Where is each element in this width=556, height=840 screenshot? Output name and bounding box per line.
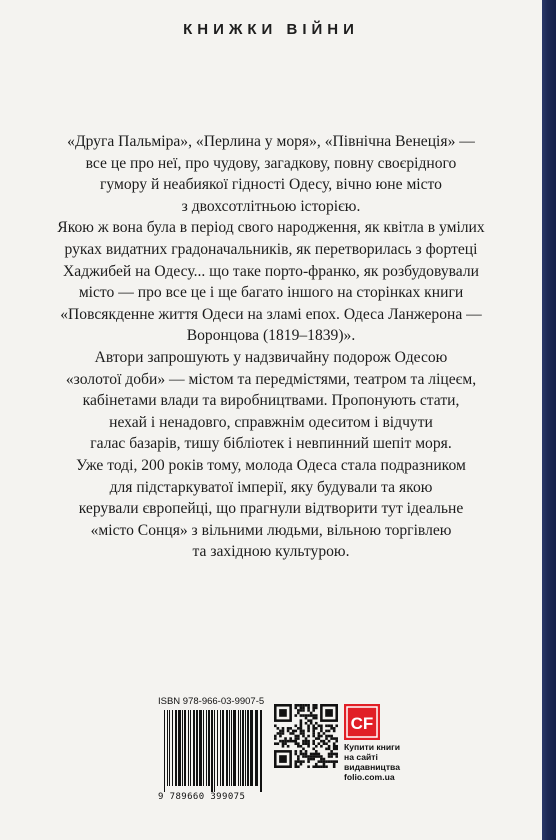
body-line: все це про неї, про чудову, загадкову, повну своєрідного bbox=[85, 154, 457, 172]
body-line: нехай і ненадовго, справжнім одеситом і відчути bbox=[109, 413, 433, 431]
body-line: керували європейці, що прагнули відтворити тут ідеальне bbox=[78, 500, 464, 518]
body-line: Якою ж вона була в період свого народження, як квітла в умілих bbox=[57, 219, 485, 237]
logo-text: CF bbox=[350, 714, 374, 733]
body-line: з двохсотлітньою історією. bbox=[181, 197, 361, 215]
body-line: Уже тоді, 200 років тому, молода Одеса стала подразником bbox=[76, 456, 466, 474]
body-line: кабінетами влади та виробництвами. Пропонують стати, bbox=[82, 392, 460, 410]
body-line: руках видатних градоначальників, як перетворилась з фортеці bbox=[64, 240, 478, 258]
body-line: «Повсякденне життя Одеси на зламі епох. Одеса Ланжерона — bbox=[60, 305, 482, 323]
body-line: галас базарів, тишу бібліотек і невпинний шепіт моря. bbox=[90, 435, 452, 453]
body-line: Автори запрошують у надзвичайну подорож Одесою bbox=[94, 348, 448, 366]
body-line: Воронцова (1819–1839)». bbox=[186, 327, 356, 345]
barcode-digits: 9 789660 399075 bbox=[158, 792, 246, 802]
body-line: для підстаркуватої імперії, яку будували та якою bbox=[109, 478, 433, 496]
body-line: гумору й неабиякої гідності Одесу, вічно юне місто bbox=[100, 176, 442, 194]
barcode-icon bbox=[158, 710, 266, 792]
body-line: «Друга Пальміра», «Перлина у моря», «Північна Венеція» — bbox=[67, 133, 475, 150]
promo-text bbox=[344, 742, 414, 782]
book-spine-edge bbox=[542, 0, 556, 840]
publisher-logo-icon bbox=[344, 704, 380, 740]
body-line: місто — про все це і ще багато іншого на сторінках книги bbox=[78, 284, 464, 302]
promo-url[interactable]: folio.com.ua bbox=[344, 772, 395, 782]
series-title: КНИЖКИ ВІЙНИ bbox=[183, 21, 359, 38]
annotation-text bbox=[0, 131, 542, 563]
promo-line: видавництва bbox=[344, 762, 400, 772]
body-line: «місто Сонця» з вільними людьми, вільною торгівлею bbox=[90, 521, 452, 539]
body-line: «золотої доби» — містом та передмістями, театром та ліцеєм, bbox=[65, 370, 477, 388]
qr-code-icon[interactable] bbox=[274, 704, 338, 768]
body-line: Хаджибей на Одесу... що таке порто-франко, як розбудовували bbox=[63, 262, 479, 280]
isbn-label: ISBN 978-966-03-9907-5 bbox=[158, 696, 265, 707]
promo-line: на сайті bbox=[344, 752, 378, 762]
promo-line: Купити книги bbox=[344, 742, 401, 752]
body-line: та західною культурою. bbox=[192, 543, 350, 561]
barcode-block bbox=[158, 696, 266, 820]
